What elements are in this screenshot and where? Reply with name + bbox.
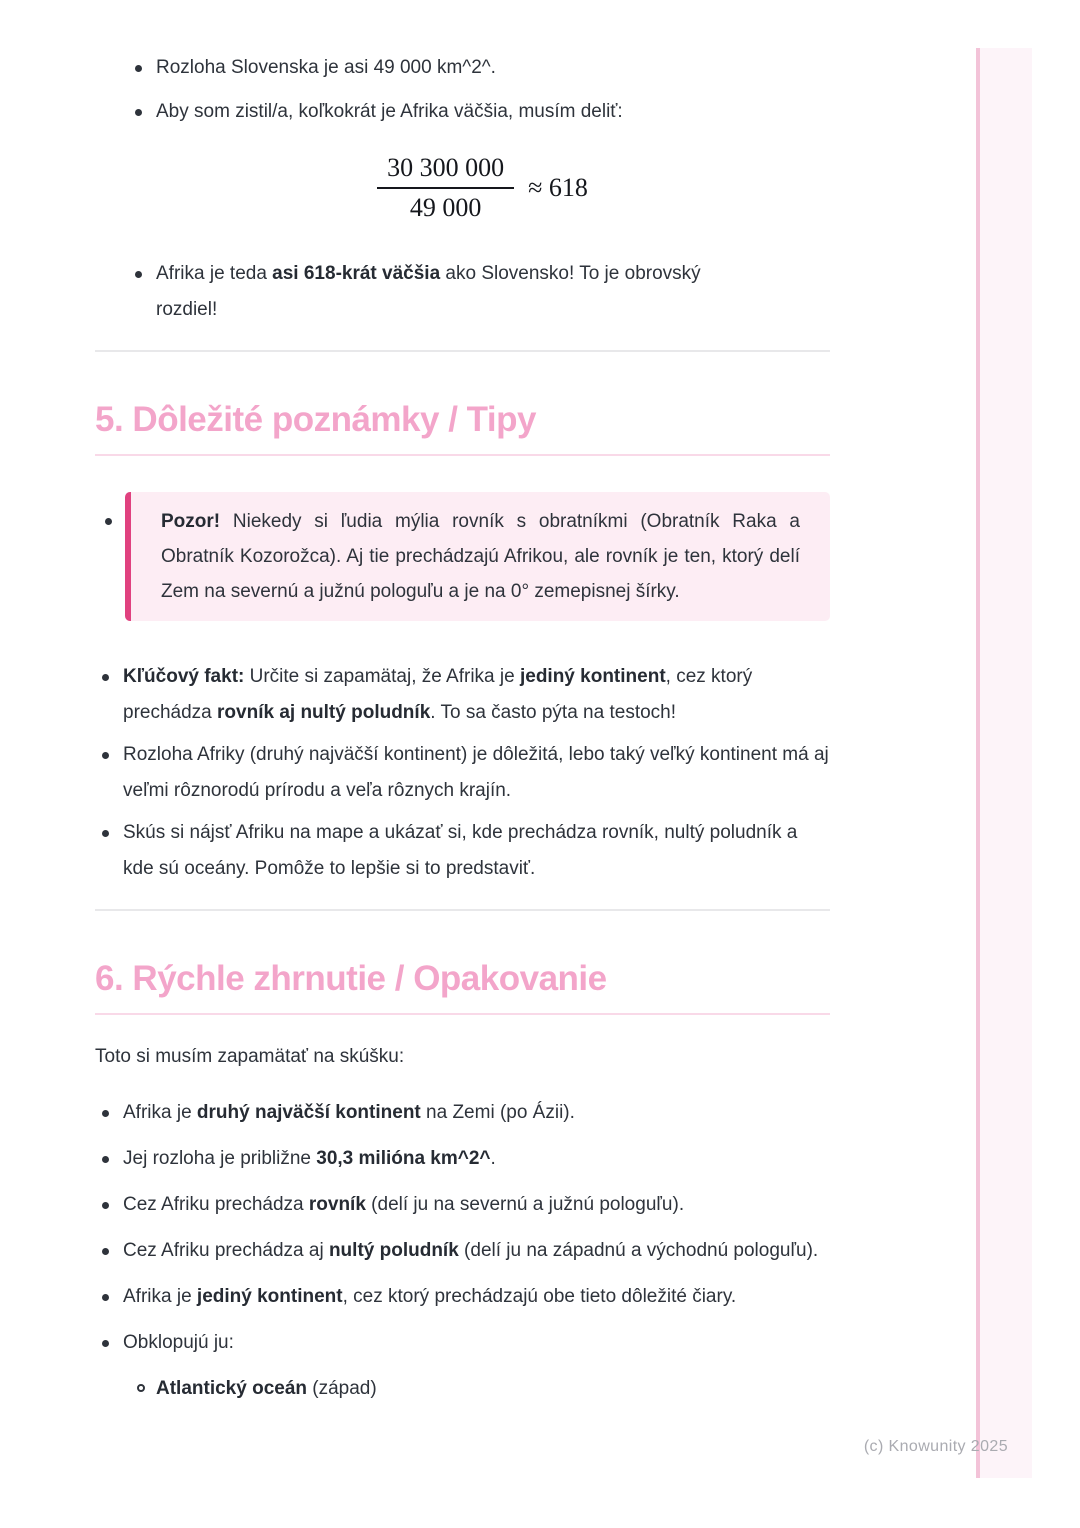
section-6-list [95,1095,830,1407]
bullet-icon [135,271,142,278]
formula-result: ≈ 618 [528,173,588,202]
list-item [102,1095,830,1131]
list-item-text: Afrika je jediný kontinent, cez ktorý prechádzajú obe tieto dôležité čiary. [123,1286,737,1307]
sub-list-item-text: Atlantický oceán (západ) [156,1378,377,1399]
list-item [102,659,830,731]
bullet-icon [102,1294,109,1301]
list-item-text: Cez Afriku prechádza aj nultý poludník (delí ju na západnú a východnú pologuľu). [123,1240,819,1261]
bullet-icon [102,830,109,837]
bullet-icon [102,1248,109,1255]
list-item [102,737,830,809]
bullet-icon [102,1156,109,1163]
list-item [135,256,830,328]
bullet-icon [102,674,109,681]
section-6-title: 6. Rýchle zhrnutie / Opakovanie [95,959,607,998]
list-item-text: Jej rozloha je približne 30,3 milióna km^2^. [123,1148,496,1169]
list-item-text: Aby som zistil/a, koľkokrát je Afrika väčšia, musím deliť: [156,101,623,122]
callout-text: Pozor! Niekedy si ľudia mýlia rovník s obratníkmi (Obratník Raka a Obratník Kozorožca). Aj tie prechádzajú Afrikou, ale rovník je ten, ktorý delí Zem na severnú a južnú pologuľu a je na 0° zemepisnej šírky. [161,511,800,602]
list-item [102,1279,830,1315]
list-item [135,50,830,86]
list-item-text: Obklopujú ju: [123,1332,234,1353]
list-item-text: Cez Afriku prechádza rovník (delí ju na severnú a južnú pologuľu). [123,1194,685,1215]
ocean-sub-list [102,1371,830,1407]
list-item-text: Afrika je druhý najväčší kontinent na Zemi (po Ázii). [123,1102,575,1123]
document-content [95,0,830,1413]
sub-list-item [137,1371,830,1407]
bullet-icon [102,1340,109,1347]
list-item-text: Rozloha Afriky (druhý najväčší kontinent) je dôležitá, lebo taký veľký kontinent má aj veľmi rôznorodú prírodu a veľa rôznych krajín. [123,744,829,801]
page-edge-band [976,48,1032,1478]
section-5-list [95,659,830,887]
section-divider [95,350,830,352]
section-5-title: 5. Dôležité poznámky / Tipy [95,400,536,439]
callout-row [95,492,830,621]
bullet-icon [102,1202,109,1209]
summary-intro: Toto si musím zapamätať na skúšku: [95,1046,405,1067]
intro-list [95,50,830,328]
bullet-icon [102,1110,109,1117]
fraction-denominator: 49 000 [409,193,482,222]
list-item [135,94,830,130]
list-item-text: Skús si nájsť Afriku na mape a ukázať si, kde prechádza rovník, nultý poludník a kde sú oceány. Pomôže to lepšie si to predstaviť. [123,822,798,879]
bullet-icon [102,752,109,759]
list-item [102,1325,830,1361]
warning-callout [125,492,830,621]
circle-bullet-icon [137,1384,145,1392]
list-item-text: Kľúčový fakt: Určite si zapamätaj, že Afrika je jediný kontinent, cez ktorý prechádza rovník aj nultý poludník. To sa často pýta na testoch! [123,666,753,723]
copyright-footer: (c) Knowunity 2025 [863,1438,1008,1455]
bullet-icon [105,518,112,525]
list-item [102,1187,830,1223]
list-item [102,1233,830,1269]
fraction-numerator: 30 300 000 [377,154,514,189]
math-formula [135,154,830,222]
list-item-text: Rozloha Slovenska je asi 49 000 km^2^. [156,57,496,78]
list-item-text: Afrika je teda asi 618-krát väčšia ako Slovensko! To je obrovský rozdiel! [156,263,701,320]
list-item [102,1141,830,1177]
bullet-icon [135,109,142,116]
section-5-heading [95,400,830,456]
section-6-heading [95,959,830,1015]
page-edge-line [976,48,980,1478]
bullet-icon [135,65,142,72]
section-divider [95,909,830,911]
fraction [377,154,514,222]
list-item [102,815,830,887]
